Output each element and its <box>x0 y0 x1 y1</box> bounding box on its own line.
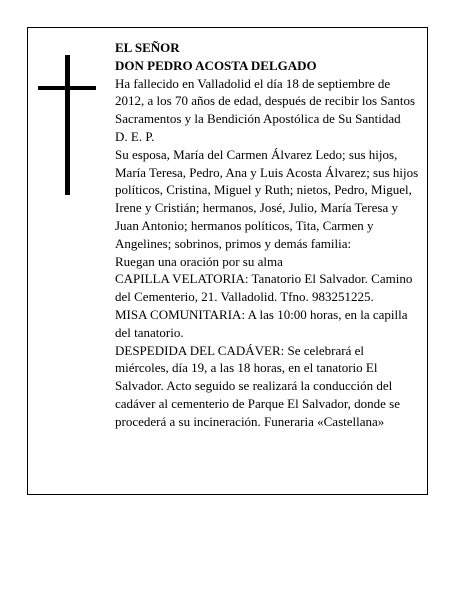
farewell-paragraph: DESPEDIDA DEL CADÁVER: Se celebrará el miércoles, día 19, a las 18 horas, en el tanatorio El Salvador. Acto seguido se realizará la conducción del cadáver al cementerio de Parque El Salvador, donde se procederá a su incineración. Funeraria «Castellana» <box>115 342 400 429</box>
chapel-paragraph: CAPILLA VELATORIA: Tanatorio El Salvador. Camino del Cementerio, 21. Valladolid. Tfno. 983251225. <box>115 271 413 305</box>
passing-paragraph: Ha fallecido en Valladolid el día 18 de septiembre de 2012, a los 70 años de edad, después de recibir los Santos Sacramentos y la Bendición Apostólica de Su Santidad <box>115 75 416 127</box>
dep-line: D. E. P. <box>115 128 155 144</box>
notice-title: EL SEÑOR <box>115 40 180 55</box>
mass-paragraph: MISA COMUNITARIA: A las 10:00 horas, en la capilla del tanatorio. <box>115 306 408 340</box>
prayer-line: Ruegan una oración por su alma <box>115 253 283 269</box>
notice-body <box>115 39 420 431</box>
family-paragraph: Su esposa, María del Carmen Álvarez Ledo; sus hijos, María Teresa, Pedro, Ana y Luis Acosta Álvarez; sus hijos políticos, Cristina, Miguel y Ruth; nietos, Pedro, Miguel, Irene y Cristián; hermanos, José, Julio, María Teresa y Juan Antonio; hermanos políticos, Tita, Carmen y Angelines; sobrinos, primos y demás familia: <box>115 146 419 251</box>
cross-vertical-bar <box>65 55 70 195</box>
cross-horizontal-bar <box>38 86 96 90</box>
deceased-name: DON PEDRO ACOSTA DELGADO <box>115 57 317 73</box>
